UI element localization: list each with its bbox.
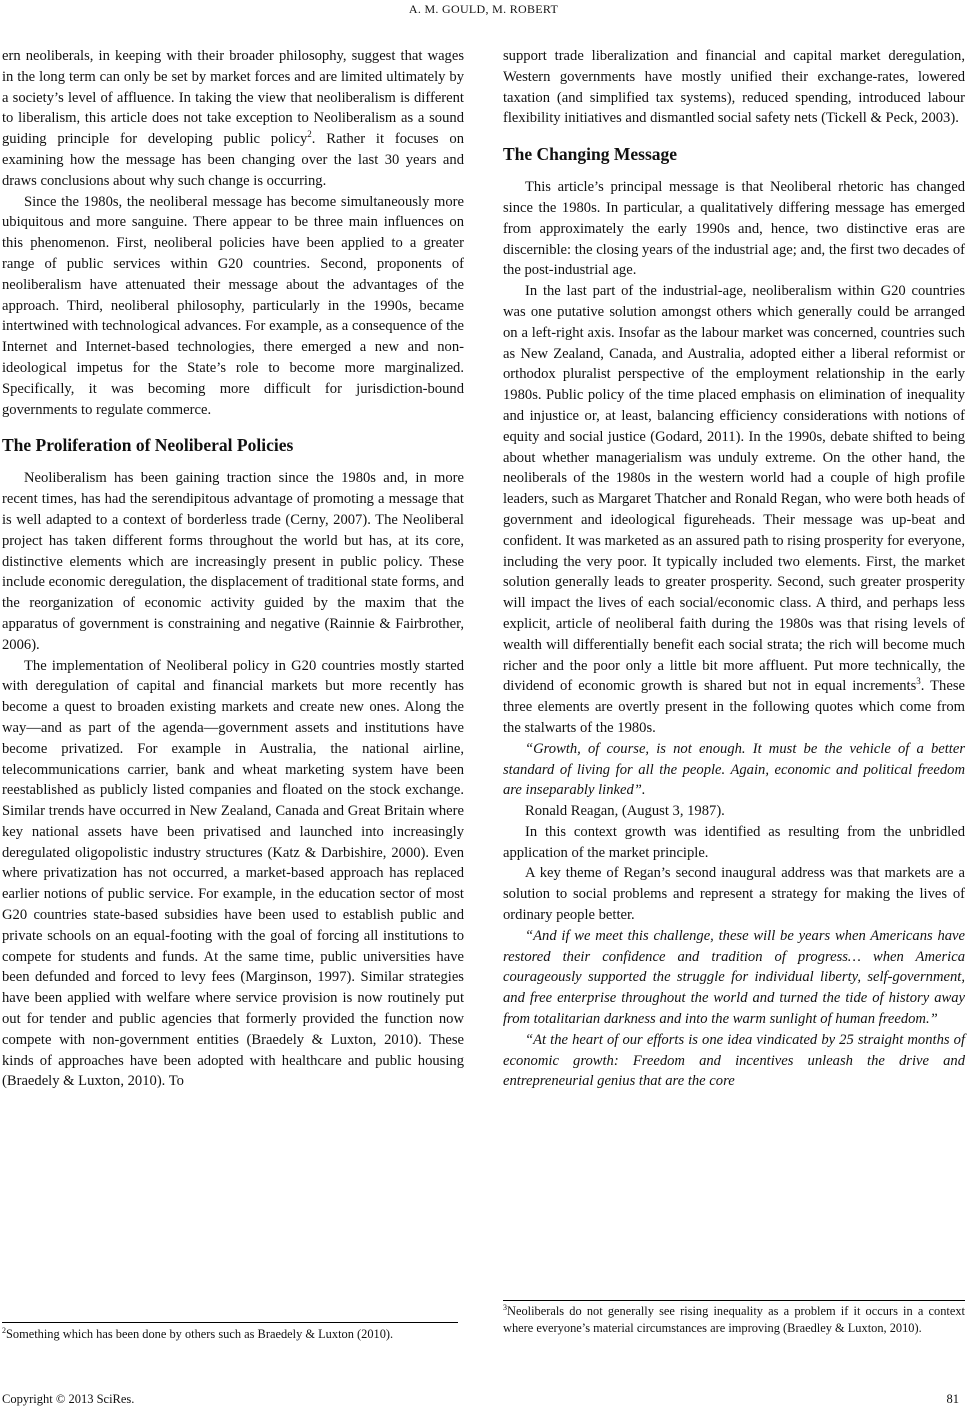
section-heading: The Proliferation of Neoliberal Policies [2, 435, 294, 456]
page-number: 81 [946, 1392, 959, 1406]
running-header: A. M. GOULD, M. ROBERT [408, 2, 559, 16]
left-column [2, 46, 464, 1092]
paragraph: ern neoliberals, in keeping with their broader philosophy, suggest that wages in the long term can only be set by market forces and are limited ultimately by a society’s level of affluence. In taking the view that neoliberalism is different to liberalism, this article does not take exception to Neoliberalism as a sound guiding principle for developing public policy$^2$. Rather it focuses on examining how the message has been changing over the last 30 years and draws conclusions about why such change is occurring. [2, 48, 464, 189]
quote-attribution: Ronald Reagan, (August 3, 1987). [525, 803, 725, 820]
footnote-divider [2, 1322, 458, 1323]
paragraph: This article’s principal message is that Neoliberal rhetoric has changed since the 1980s. In particular, a qualitatively differing message has emerged from approximately the early 1990s and, hence, two distinctive eras are discernible: the closing years of the industrial age; and, the first two decades of the post-industrial age. [503, 179, 965, 279]
block-quote: “At the heart of our efforts is one idea vindicated by 25 straight months of economic growth: Freedom and incentives unleash the drive and entrepreneurial genius that are the core [503, 1031, 965, 1090]
block-quote: “And if we meet this challenge, these will be years when Americans have restored their confidence and tradition of progress… when America courageously supported the struggle for individual liberty, self-government, and free enterprise throughout the world and turned the tide of history away from totalitarian darkness and into the warm sunlight of human freedom.” [503, 927, 965, 1028]
copyright-notice: Copyright © 2013 SciRes. [2, 1392, 135, 1406]
paragraph: Neoliberalism has been gaining traction since the 1980s and, in more recent times, has had the serendipitous advantage of promoting a message that is well adapted to a context of borderless trade (Cerny, 2007). The Neoliberal project has taken different forms throughout the world but has, at its core, distinctive elements which are increasingly present in public policy. These include economic deregulation, the displacement of traditional state forms, and the reorganization of economic activity guided by the maxim that the apparatus of government is constraining and negative (Rainnie & Fairbrother, 2006). [2, 470, 464, 653]
paragraph: Since the 1980s, the neoliberal message has become simultaneously more ubiquitous and more sanguine. There appear to be three main influences on this phenomenon. First, neoliberal policies have been applied to a greater range of public services within G20 countries. Second, proponents of neoliberalism have attenuated their message about the advantages of the approach. Third, neoliberal philosophy, particularly in the 1990s, became intertwined with technological advances. For example, as a consequence of the Internet and Internet-based technologies, there emerged a new and non-ideological impetus for the State’s role to become more marginalized. Specifically, it was becoming more difficult for jurisdiction-bound governments to regulate commerce. [2, 193, 464, 418]
right-column [503, 46, 965, 1092]
footnote: $^2$Something which has been done by others such as Braedely & Luxton (2010). [2, 1325, 394, 1341]
footnote-ref[interactable]: 3 [916, 676, 921, 687]
block-quote: “Growth, of course, is not enough. It must be the vehicle of a better standard of living for all the people. Again, economic and political freedom are inseparably linked”. [503, 740, 965, 799]
paragraph: The implementation of Neoliberal policy in G20 countries mostly started with deregulation of capital and financial markets but more recently has become a quest to broaden existing markets and create new ones. Along the way—and as part of the agenda—government assets and institutions have become privatized. For example in Australia, the national airline, telecommunications carrier, bank and wheat marketing system have been reestablished as publicly listed companies and floated on the stock exchange. Similar trends have occurred in New Zealand, Canada and Great Britain where key national assets have been privatised and launched into increasingly deregulated oligopolistic industry structures (Katz & Darbishire, 2000). Even where privatization has not occurred, a market-based approach has replaced earlier notions of public service. For example, in the education sector of most G20 countries state-based subsidies have been used to establish public and private schools on an equal-footing with the goal of forcing all institutions to compete for students and funds. At the same time, public universities have been defunded and forced to levy fees (Marginson, 1997). Similar strategies have been applied with welfare where service provision is now routinely put out for tender and public agencies that formerly provided the function now compete with non-government entities (Braedely & Luxton, 2010). These kinds of approaches have been adopted with healthcare and public housing (Braedely & Luxton, 2010). To [2, 657, 464, 1090]
paragraph: A key theme of Regan’s second inaugural address was that markets are a solution to social problems and represent a strategy for making the lives of ordinary people better. [503, 865, 965, 924]
paragraph: support trade liberalization and financial and capital market deregulation, Western governments have mostly unified their exchange-rates, lowered taxation (and simplified tax systems), reduced spending, introduced labour flexibility initiatives and dismantled social safety nets (Tickell & Peck, 2003). [503, 48, 965, 127]
footnote-divider [503, 1300, 965, 1301]
section-heading: The Changing Message [503, 144, 678, 165]
footnote-ref[interactable]: 2 [307, 129, 312, 140]
footnote: $^3$Neoliberals do not generally see rising inequality as a problem if it occurs in a context where everyone’s material circumstances are improving (Braedley & Luxton, 2010). [503, 1302, 965, 1335]
paragraph: In this context growth was identified as resulting from the unbridled application of the market principle. [503, 823, 965, 861]
paragraph: In the last part of the industrial-age, neoliberalism within G20 countries was one putative solution amongst others which generally could be arranged on a left-right axis. Insofar as the labour market was concerned, countries such as New Zealand, Canada, and Australia, adopted either a liberal reformist or orthodox pluralist perspective of the employment relationship in the early 1980s. Public policy of the time placed emphasis on elimination of inequality and injustice or, at least, balancing efficiency considerations with notions of equity and social justice (Godard, 2011). In the 1990s, debate shifted to being about whether managerialism was unduly extreme. On the other hand, the neoliberals of the 1980s in the western world had a couple of high profile leaders, such as Margaret Thatcher and Ronald Regan, who were both heads of government and ideological figureheads. Their message was up-beat and confident. It was marketed as an assured path to rising prosperity for everyone, including the very poor. It typically included two elements. First, the market solution generally leads to greater prosperity. Second, such greater prosperity will impact the lives of each social/economic class. A third, and perhaps less explicit, article of neoliberal faith during the 1980s was that rising levels of wealth will differentially benefit each social strata; the rich will become much richer and the poor only a little bit more affluent. Put more technically, the dividend of economic growth is shared but not in equal increments$^3$. These three elements are overtly present in the following quotes which come from the stalwarts of the 1980s. [503, 283, 965, 736]
